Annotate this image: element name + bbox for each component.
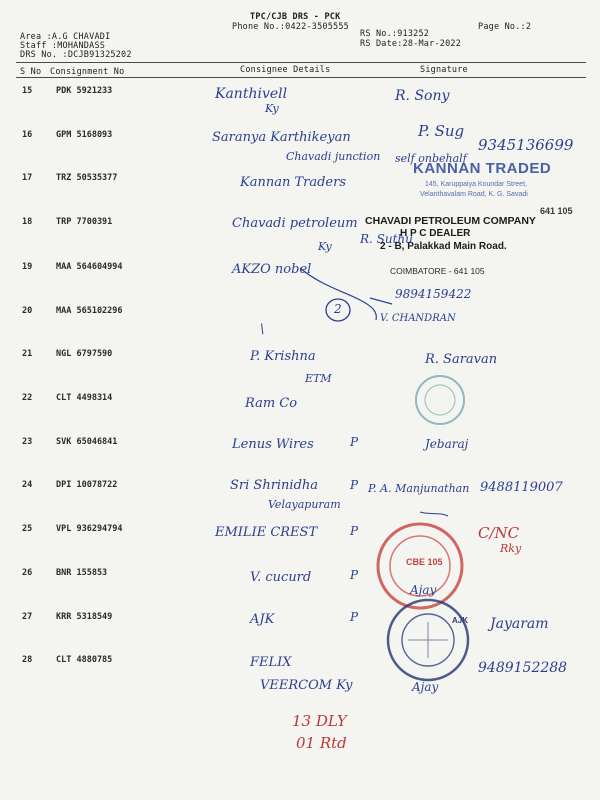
row-sno: 20 — [22, 306, 33, 316]
staff-label: Staff :MOHANDASS — [20, 41, 106, 51]
round-stamp-ajk: AJK — [452, 616, 469, 625]
row-consignment: SVK 65046841 — [56, 437, 118, 447]
hw-r20-mark: \ — [260, 322, 265, 337]
phone-number: Phone No.:0422-3505555 — [232, 22, 349, 32]
hw-r26-p: P — [350, 568, 359, 582]
kannan-stamp-line2: Velanthavalam Road, K. G. Savadi — [420, 191, 528, 198]
row-sno: 16 — [22, 130, 33, 140]
hw-r17-name: Kannan Traders — [240, 175, 346, 190]
row-consignment: CLT 4498314 — [56, 393, 113, 403]
header-rule-bottom — [16, 77, 586, 78]
hw-r23-sig: Jebaraj — [425, 437, 469, 451]
hw-r20-sig: V. CHANDRAN — [380, 313, 456, 324]
hw-r19-circle: 2 — [334, 302, 342, 316]
doc-title: TPC/CJB DRS - PCK — [250, 12, 341, 22]
hw-r18-sub: Ky — [318, 240, 332, 253]
row-consignment: MAA 564604994 — [56, 262, 123, 272]
chavadi-stamp-line3: COIMBATORE - 641 105 — [390, 266, 485, 276]
hw-r18-name: Chavadi petroleum — [232, 216, 358, 231]
row-sno: 28 — [22, 655, 33, 665]
hw-footer-returned: 01 Rtd — [296, 734, 347, 752]
hw-r25-name: EMILIE CREST — [215, 525, 318, 540]
hw-r21-name: P. Krishna — [250, 349, 316, 364]
kannan-stamp-title: KANNAN TRADED — [413, 160, 552, 177]
hw-r16-name: Saranya Karthikeyan — [212, 130, 351, 145]
row-consignment: MAA 565102296 — [56, 306, 123, 316]
hw-r23-p: P — [350, 435, 359, 449]
hw-r18-sig: R. Suthu — [360, 232, 413, 246]
hw-r23-name: Lenus Wires — [232, 437, 314, 452]
col-consignee: Consignee Details — [240, 65, 331, 75]
row-sno: 15 — [22, 86, 33, 96]
hw-r24-name: Sri Shrinidha — [230, 478, 319, 493]
hw-r21-sub: ETM — [305, 372, 332, 385]
area-label: Area :A.G CHAVADI — [20, 32, 111, 42]
row-sno: 26 — [22, 568, 33, 578]
hw-r16-note: self onbehalf — [395, 152, 467, 165]
hw-r16-sig: P. Sug — [418, 122, 465, 140]
row-consignment: CLT 4880785 — [56, 655, 113, 665]
hw-r19-name: AKZO nobel — [232, 262, 312, 277]
rs-number: RS No.:913252 — [360, 29, 430, 39]
row-consignment: NGL 6797590 — [56, 349, 113, 359]
hw-r19-phone: 9894159422 — [395, 287, 472, 301]
chavadi-stamp-line1: H P C DEALER — [400, 228, 471, 239]
row-sno: 22 — [22, 393, 33, 403]
row-sno: 18 — [22, 217, 33, 227]
rs-date: RS Date:28-Mar-2022 — [360, 39, 462, 49]
col-consignment: Consignment No — [50, 67, 125, 77]
chavadi-stamp-line2: 2 - B, Palakkad Main Road. — [380, 241, 507, 252]
hw-r28-sub: VEERCOM Ky — [260, 678, 353, 693]
hw-r24-p: P — [350, 478, 359, 492]
hw-r28-phone: 9489152288 — [478, 660, 568, 676]
hw-r25-p: P — [350, 524, 359, 538]
row-consignment: GPM 5168093 — [56, 130, 113, 140]
hw-r16-sub: Chavadi junction — [286, 150, 381, 163]
page-number: Page No.:2 — [478, 22, 532, 32]
hw-r26-name: V. cucurd — [250, 570, 312, 585]
row-sno: 25 — [22, 524, 33, 534]
hw-r21-sig: R. Saravan — [425, 352, 498, 367]
row-consignment: VPL 936294794 — [56, 524, 123, 534]
row-consignment: BNR 155853 — [56, 568, 108, 578]
hw-r25-sub: Rky — [500, 542, 522, 555]
row-sno: 17 — [22, 173, 33, 183]
chavadi-stamp-title: CHAVADI PETROLEUM COMPANY — [365, 215, 536, 227]
hw-r15-sig: R. Sony — [395, 88, 450, 104]
hw-r27-name: AJK — [250, 612, 275, 627]
row-sno: 27 — [22, 612, 33, 622]
drs-number: DRS No. :DCJB91325202 — [20, 50, 132, 60]
row-sno: 23 — [22, 437, 33, 447]
hw-r24-sub: Velayapuram — [268, 498, 341, 511]
row-consignment: KRR 5318549 — [56, 612, 113, 622]
hw-r22-name: Ram Co — [245, 396, 298, 411]
col-sno: S No — [20, 67, 42, 77]
kannan-stamp-line1: 145, Karuppaiya Koundar Street, — [425, 181, 527, 188]
row-sno: 19 — [22, 262, 33, 272]
hw-r27-sig: Jayaram — [490, 616, 549, 632]
hw-r15-name: Kanthivell — [215, 86, 288, 102]
hw-footer-delivered: 13 DLY — [292, 712, 347, 730]
row-consignment: TRP 7700391 — [56, 217, 113, 227]
row-consignment: TRZ 50535377 — [56, 173, 118, 183]
row-consignment: PDK 5921233 — [56, 86, 113, 96]
kannan-stamp-pin: 641 105 — [540, 206, 573, 216]
hw-r24-phone: 9488119007 — [480, 480, 563, 495]
row-consignment: DPI 10078722 — [56, 480, 118, 490]
row-sno: 21 — [22, 349, 33, 359]
hw-r28-name: FELIX — [250, 655, 292, 670]
hw-r15-sub: Ky — [265, 102, 279, 115]
row-sno: 24 — [22, 480, 33, 490]
col-signature: Signature — [420, 65, 468, 75]
round-stamp-cbe: CBE 105 — [406, 557, 443, 567]
header-rule-top — [16, 62, 586, 63]
hw-r16-phone: 9345136699 — [478, 136, 574, 154]
hw-r26-sig: Ajay — [410, 583, 437, 597]
hw-r24-sig: P. A. Manjunathan — [368, 482, 470, 495]
hw-r27-p: P — [350, 610, 359, 624]
hw-r28-sig: Ajay — [412, 680, 439, 694]
hw-r25-sig: C/NC — [478, 524, 520, 542]
